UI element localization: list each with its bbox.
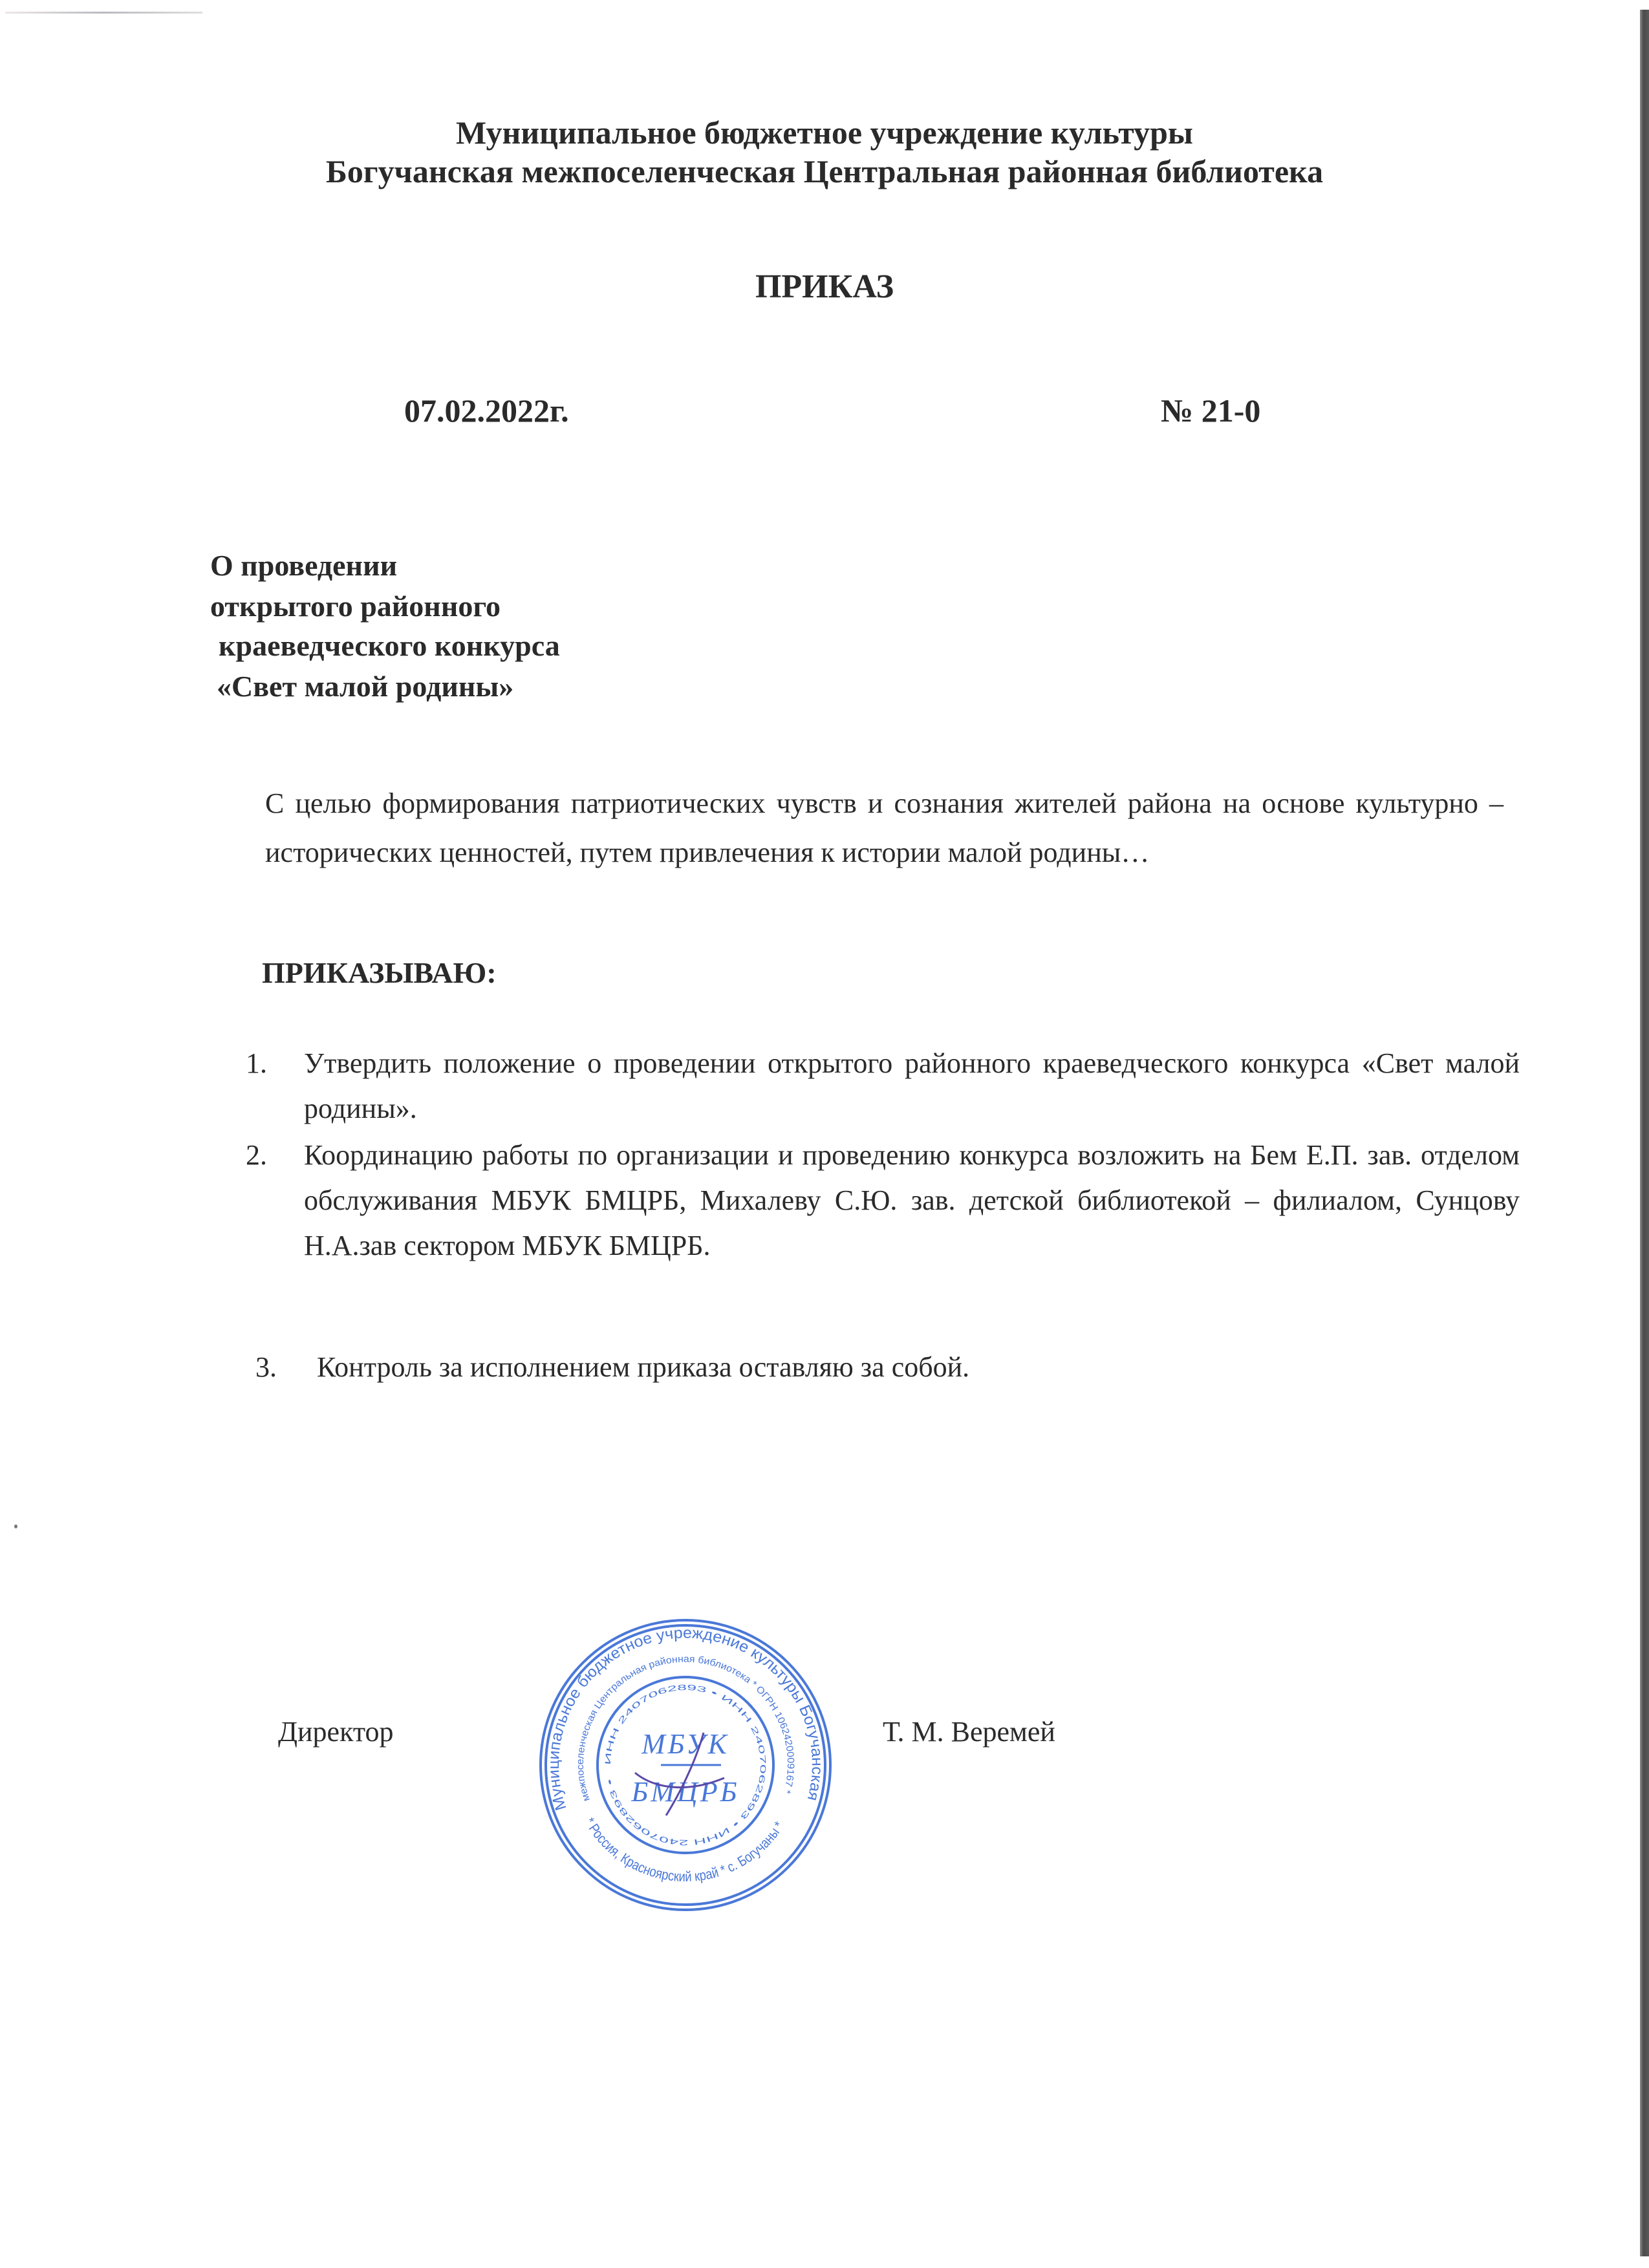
scan-speck (14, 1524, 17, 1528)
command-heading: ПРИКАЗЫВАЮ: (262, 956, 497, 989)
order-item-text: Координацию работы по организации и проведению конкурса возложить на Бем Е.П. зав. отделом обслуживания МБУК БМЦРБ, Михалеву С.Ю. зав. детской библиотекой – филиалом, Сунцову Н.А.зав сектором МБУК БМЦРБ. (304, 1139, 1520, 1261)
order-item-number: 3. (255, 1351, 277, 1383)
stamp-center-top: МБУК (641, 1728, 729, 1760)
stamp-inner-textpath: ИНН 2407062893 • ИНН 2407062893 • ИНН 2407062893 • (603, 1682, 768, 1848)
order-item-text: Утвердить положение о проведении открытого районного краеведческого конкурса «Свет малой родины». (304, 1047, 1520, 1124)
signatory-position: Директор (278, 1716, 394, 1748)
official-stamp-seal (491, 1571, 879, 1959)
stamp-bottom-text (581, 1815, 787, 1885)
order-item (255, 1345, 1520, 1390)
order-item (246, 1133, 1520, 1268)
order-item (246, 1041, 1520, 1131)
scan-artifact-top-line (5, 12, 202, 14)
signatory-name: Т. М. Веремей (883, 1716, 1055, 1748)
scan-artifact-right-edge (1640, 10, 1649, 2256)
order-number: № 21-0 (1161, 392, 1261, 429)
subject-line: «Свет малой родины» (217, 670, 514, 703)
stamp-outer-textpath: Муниципальное бюджетное учреждение культуры Богучанская (544, 1624, 826, 1813)
order-item-number: 1. (246, 1047, 267, 1079)
document-type-title: ПРИКАЗ (755, 268, 894, 305)
preamble-paragraph: С целью формирования патриотических чувств и сознания жителей района на основе культурно – исторических ценностей, путем привлечения к истории малой родины… (265, 787, 1503, 868)
order-date: 07.02.2022г. (404, 392, 569, 429)
stamp-bottom-textpath: * Россия, Красноярский край * с. Богучаны * (581, 1815, 788, 1885)
stamp-middle-textpath: межпоселенческая Центральная районная библиотека * ОГРН 1062420009167 * (574, 1653, 797, 1803)
subject-line: открытого районного (210, 590, 501, 623)
order-item-number: 2. (246, 1139, 267, 1171)
subject-line: О проведении (210, 549, 398, 582)
subject-line: краеведческого конкурса (219, 629, 560, 662)
stamp-center-bottom: БМЦРБ (631, 1776, 740, 1808)
organization-name-line-2: Богучанская межпоселенческая Центральная районная библиотека (325, 153, 1324, 189)
order-item-text: Контроль за исполнением приказа оставляю за собой. (317, 1351, 970, 1383)
organization-name-line-1: Муниципальное бюджетное учреждение культуры (456, 114, 1193, 151)
